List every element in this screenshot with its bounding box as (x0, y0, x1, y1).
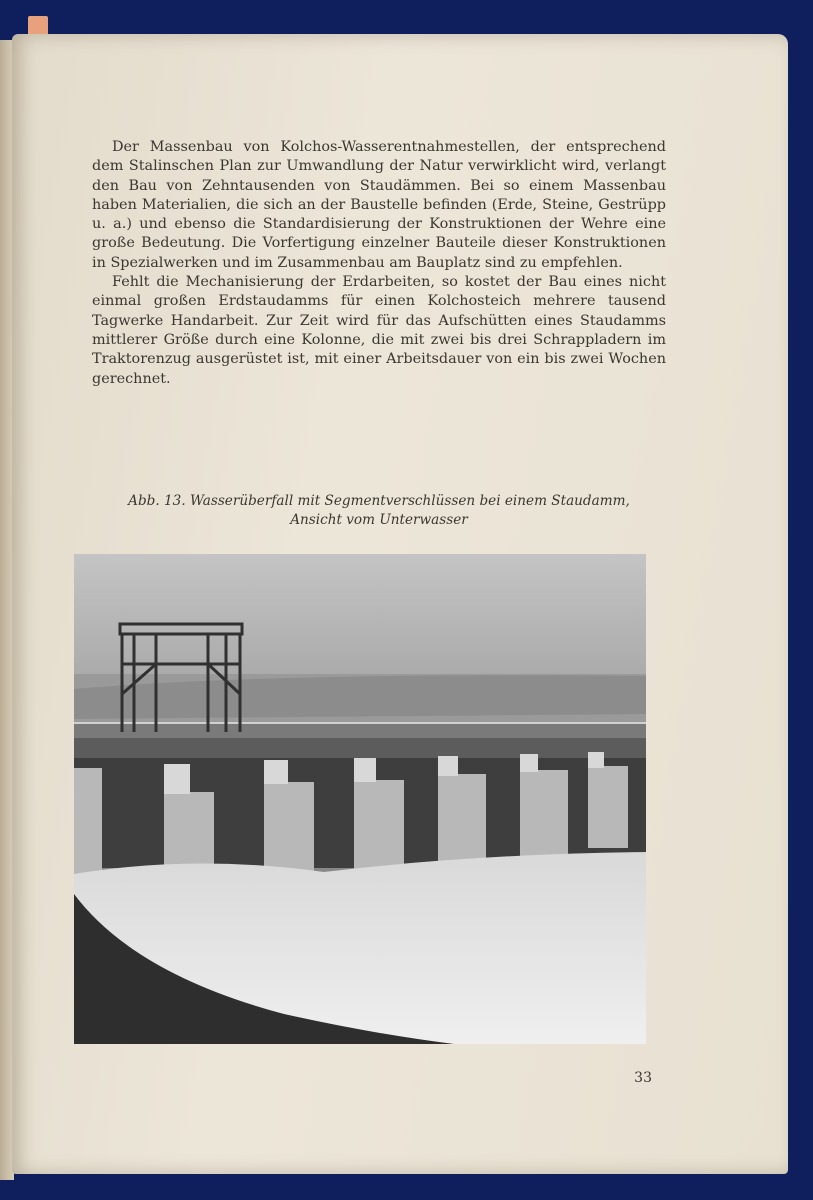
body-text (92, 138, 666, 389)
paragraph-1: Der Massenbau von Kolchos-Wasserentnahmestellen, der entsprechend dem Stalinschen Plan zur Umwandlung der Natur verwirklicht wird, verlangt den Bau von Zehntausenden von Staudämmen. Bei so einem Massenbau haben Materialien, die sich an der Baustelle befinden (Erde, Steine, Gestrüpp u. a.) und ebenso die Standardisierung der Konstruktionen der Wehre eine große Bedeutung. Die Vorfertigung einzelner Bauteile dieser Konstruktionen in Spezialwerken und im Zusammenbau am Bauplatz sind zu empfehlen. (92, 139, 666, 271)
caption-line-1: Abb. 13. Wasserüberfall mit Segmentverschlüssen bei einem Staudamm, (128, 493, 630, 509)
figure-caption (92, 492, 666, 530)
book-page (12, 34, 788, 1174)
page-number: 33 (634, 1070, 652, 1086)
caption-line-2: Ansicht vom Unterwasser (290, 512, 468, 528)
dam-photograph (74, 554, 646, 1044)
paragraph-2: Fehlt die Mechanisierung der Erdarbeiten, so kostet der Bau eines nicht einmal großen Erdstaudamms für einen Kolchosteich mehrere tausend Tagwerke Handarbeit. Zur Zeit wird für das Aufschütten eines Staudamms mittlerer Größe durch eine Kolonne, die mit zwei bis drei Schrappladern im Traktorenzug ausgerüstet ist, mit einer Arbeitsdauer von ein bis zwei Wochen gerechnet. (92, 274, 666, 387)
